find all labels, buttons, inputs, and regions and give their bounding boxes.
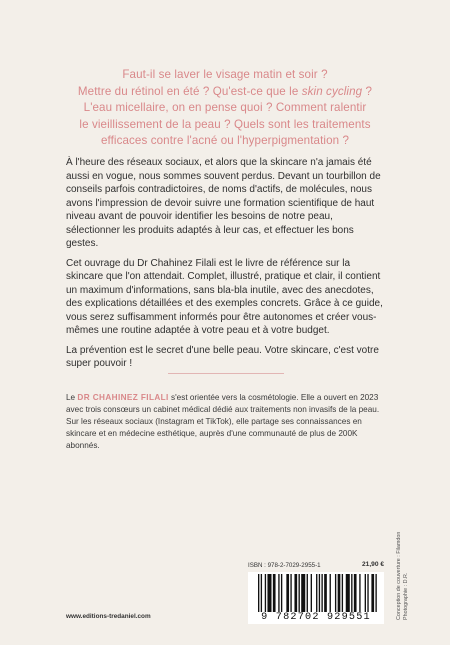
barcode [248,572,384,624]
questions-block [40,67,410,150]
description-block [66,156,384,377]
barcode-bar [258,574,259,612]
barcode-bar [354,574,357,612]
barcode-bar [330,574,331,612]
publisher-website: www.editions-tredaniel.com [66,613,151,620]
price: 21,90 € [362,561,384,568]
question-line-2 [40,84,410,101]
barcode-bar [346,574,350,612]
barcode-bar [319,574,320,612]
barcode-bar [375,574,376,612]
barcode-digits: 9 782702 929551 [248,612,384,624]
barcode-bar [273,574,276,612]
barcode-bars [248,572,384,614]
cover-credits [396,490,436,620]
question-line-2-text: Mettre du rétinol en été ? Qu'est-ce que le [77,84,302,98]
barcode-bar [301,574,305,612]
question-line-5: efficaces contre l'acné ou l'hyperpigmentation ? [100,134,350,148]
divider [168,373,284,374]
barcode-bar [371,574,374,612]
isbn-price-row [248,562,384,572]
question-line-4: le vieillissement de la peau ? Quels sont les traitements [79,117,371,131]
barcode-bar [342,574,343,612]
barcode-bar [281,574,282,612]
barcode-bar [365,574,366,612]
barcode-bar [290,574,291,612]
question-line-2-end: ? [362,84,373,98]
author-bio [66,392,386,452]
barcode-bar [324,574,327,612]
barcode-bar [294,574,297,612]
skin-cycling-term: skin cycling [301,84,363,98]
description-paragraph-3: La prévention est le secret d'une belle peau. Votre skincare, c'est votre super pouvoir ! [66,344,379,369]
description-paragraph-2: Cet ouvrage du Dr Chahinez Filali est le livre de référence sur la skincare que l'on attendait. Complet, illustré, pratique et clair, il contient un maximum d'informations, sans bla-bla inutile, avec des anecdotes, des explications détaillées et des exemples concrets. Grâce à ce guide, vous serez suffisamment informés pour être autonomes et créer vous-mêmes une routine adaptée à votre peau et à votre budget. [66,257,383,336]
credit-line-2: Photographie : D.R. [403,572,410,620]
credit-line-1: Conception de couverture : Filamdon [396,531,402,620]
question-line-1: Faut-il se laver le visage matin et soir ? [122,68,328,81]
barcode-bar [261,574,262,612]
author-paragraph [66,392,386,452]
author-name: DR CHAHINEZ FILALI [77,393,169,402]
barcode-bar [316,574,317,612]
description-paragraph-1: À l'heure des réseaux sociaux, et alors que la skincare n'a jamais été aussi en vogue, nous sommes souvent perdus. Devant un tourbillon de conseils parfois contradictoires, de noms d'actifs, de molécules, nous avons l'impression de devoir suivre une formation scientifique de haut niveau avant de pouvoir identifier les besoins de notre peau, sélectionner les produits adaptés à leur cas, et effectuer les bons gestes. [66,157,381,249]
barcode-bar [267,574,271,612]
barcode-bar [286,574,289,612]
barcode-bar [307,574,308,612]
barcode-bar [338,574,341,612]
barcode-bar [359,574,360,612]
author-prefix: Le [66,393,78,402]
author-bio-text: s'est orientée vers la cosmétologie. Elle a ouvert en 2023 avec trois consœurs un cabinet médical dédié aux traitements non invasifs de la peau. Sur les réseaux sociaux (Instagram et TikTok), elle partage ses connaissances en skincare et en médecine esthétique, auprès d'une communauté de plus de 200K abonnés. [66,393,380,451]
question-line-3: L'eau micellaire, on en pense quoi ? Comment ralentir [83,101,367,115]
barcode-bar [351,574,352,612]
barcode-bar [321,574,322,612]
barcode-bar [265,574,266,612]
isbn: ISBN : 978-2-7029-2955-1 [248,562,321,569]
barcode-bar [278,574,279,612]
barcode-bar [367,574,368,612]
barcode-bar [299,574,300,612]
barcode-bar [335,574,336,612]
barcode-bar [311,574,312,612]
